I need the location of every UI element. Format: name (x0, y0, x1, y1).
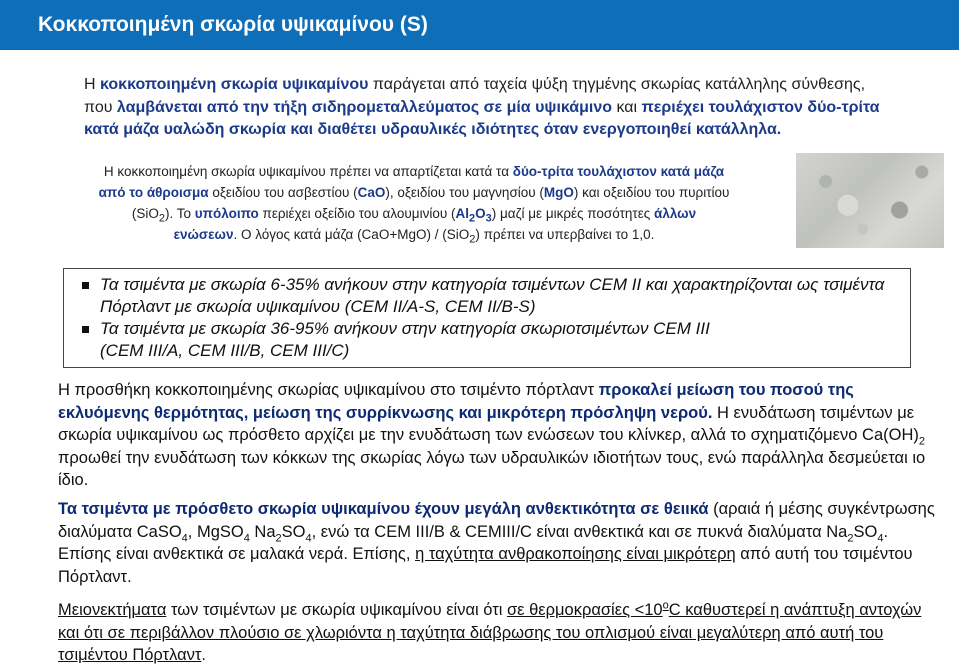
composition-text: οξειδίου του ασβεστίου ( (208, 185, 358, 200)
subscript: 3 (485, 212, 492, 225)
sulfate-text: SO (853, 522, 878, 541)
composition-highlight: ενώσεων (173, 227, 234, 242)
formula-sio2: (SiO (131, 206, 159, 221)
formula-mgo: MgO (543, 185, 574, 200)
composition-text: περιέχει οξείδιο του αλουμινίου ( (258, 206, 456, 221)
subscript: 2 (158, 212, 166, 225)
disadvantages-underlined: C καθυστερεί η ανάπτυξη αντοχών και ότι σε περιβάλλον πλούσιο σε χλωριόντα η ταχύτητα διάβρωσης του οπλισμού είναι μεγαλύτερη από αυτή του τσιμέντου Πόρτλαντ (58, 601, 922, 664)
sulfate-text: . Επίσης είναι ανθεκτικά σε μαλακά νερά. Επίσης, (58, 522, 889, 563)
intro-highlight: περιέχει τουλάχιστον δύο-τρίτα (641, 98, 880, 116)
sulfate-text: Na (249, 522, 276, 541)
composition-highlight: από το άθροισμα (98, 185, 209, 200)
composition-text: ), οξειδίου του μαγνησίου ( (385, 185, 544, 200)
subscript: 4 (305, 531, 312, 544)
addition-highlight: προκαλεί μείωση του ποσού της εκλυόμενης θερμότητας, μείωση της συρρίκνωσης και μικρότερη πρόσληψη νερού. (58, 381, 854, 422)
intro-text: και (612, 98, 642, 116)
cement-category-text: (CEM III/A, CEM III/B, CEM III/C) (100, 341, 350, 360)
subscript: 2 (275, 531, 282, 544)
composition-text: ) και οξειδίου του πυριτίου (573, 185, 730, 200)
intro-paragraph (84, 74, 954, 142)
composition-text: ) μαζί με μικρές ποσότητες (491, 206, 655, 221)
addition-text: Η ενυδάτωση τσιμέντων με σκωρία υψικαμίνου ως πρόσθετο αρχίζει με την ενυδάτωση των ενώσεων του κλίνκερ, αλλά το σχηματιζόμενο Ca(OH) (58, 403, 919, 444)
intro-highlight: λαμβάνεται από την τήξη σιδηρομεταλλεύματος σε μία υψικάμινο (116, 98, 613, 116)
subscript: 2 (847, 531, 854, 544)
subscript: 4 (181, 531, 188, 544)
sulfate-text: , MgSO (187, 522, 244, 541)
composition-text: ) πρέπει να υπερβαίνει το 1,0. (475, 227, 655, 242)
composition-text: Η κοκκοποιημένη σκωρία υψικαμίνου πρέπει να απαρτίζεται κατά τα (103, 164, 513, 179)
sulfate-text: από αυτή του τσιμέντου Πόρτλαντ. (58, 545, 913, 586)
subscript: 2 (469, 233, 476, 246)
formula-al: Al (455, 206, 469, 221)
intro-text: Η (84, 76, 100, 93)
composition-text: . Ο λόγος κατά μάζα (CaO+MgO) / (SiO (233, 227, 470, 242)
intro-text: παράγεται από ταχεία ψύξη τηγμένης σκωρίας κατάλληλης σύνθεσης, (368, 76, 866, 93)
intro-highlight: κατά μάζα υαλώδη σκωρία και διαθέτει υδραυλικές ιδιότητες όταν ενεργοποιηθεί κατάλληλα. (84, 121, 782, 138)
sulfate-text: , ενώ τα CEM III/B & CEMIII/C είναι ανθεκτικά και σε πυκνά διαλύματα Na (311, 522, 848, 541)
composition-highlight: υπόλοιπο (194, 206, 259, 221)
sulfate-highlight: Τα τσιμέντα με πρόσθετο σκωρία υψικαμίνου έχουν μεγάλη ανθεκτικότητα σε θειικά (58, 500, 709, 518)
composition-highlight: δύο-τρίτα τουλάχιστον κατά μάζα (512, 164, 725, 179)
formula-o: O (475, 206, 486, 221)
bullet-icon (82, 282, 89, 289)
addition-text: Η προσθήκη κοκκοποιημένης σκωρίας υψικαμίνου στο τσιμέντο πόρτλαντ (58, 381, 599, 399)
superscript: o (662, 599, 669, 612)
disadvantages-paragraph (58, 599, 938, 667)
intro-highlight: κοκκοποιημένη σκωρία υψικαμίνου (100, 76, 369, 93)
composition-paragraph (64, 161, 764, 245)
disadvantages-text: . (201, 646, 206, 664)
addition-paragraph (58, 379, 938, 492)
slag-photo (796, 153, 944, 248)
sulfate-text: (αραιά ή μέσης συγκέντρωσης διαλύματα CaSO (58, 500, 935, 541)
disadvantages-text: των τσιμέντων με σκωρία υψικαμίνου είναι ότι (166, 601, 507, 619)
bullet-icon (82, 326, 89, 333)
composition-text: ). Το (165, 206, 195, 221)
cement-category-text: Τα τσιμέντα με σκωρία 36-95% ανήκουν στην κατηγορία σκωριοτσιμέντων CEM III (100, 319, 710, 338)
sulfate-paragraph (58, 498, 938, 588)
intro-text: που (84, 98, 117, 116)
list-item (82, 274, 898, 318)
cement-categories-box (63, 268, 911, 368)
disadvantages-label: Μειονεκτήματα (58, 601, 167, 619)
slide-title: Κοκκοποιημένη σκωρία υψικαμίνου (S) (0, 0, 959, 50)
cement-category-text: Τα τσιμέντα με σκωρία 6-35% ανήκουν στην κατηγορία τσιμέντων CEM II και χαρακτηρίζονται ως τσιμέντα Πόρτλαντ με σκωρία υψικαμίνου (CEM II/A-S, CEM II/B-S) (100, 275, 885, 316)
subscript: 4 (877, 531, 884, 544)
formula-cao: CaO (357, 185, 386, 200)
subscript: 2 (468, 212, 476, 225)
list-item (82, 318, 898, 362)
subscript: 4 (243, 531, 250, 544)
sulfate-underlined: η ταχύτητα ανθρακοποίησης είναι μικρότερη (415, 545, 736, 563)
composition-highlight: άλλων (654, 206, 697, 221)
sulfate-text: SO (281, 522, 306, 541)
addition-text: προωθεί την ενυδάτωση των κόκκων της σκωρίας λόγω των υδραυλικών ιδιοτήτων τους, ενώ παράλληλα δεσμεύεται ιο ίδιο. (58, 448, 926, 489)
subscript: 2 (918, 435, 926, 448)
disadvantages-underlined: σε θερμοκρασίες <10 (506, 601, 663, 619)
